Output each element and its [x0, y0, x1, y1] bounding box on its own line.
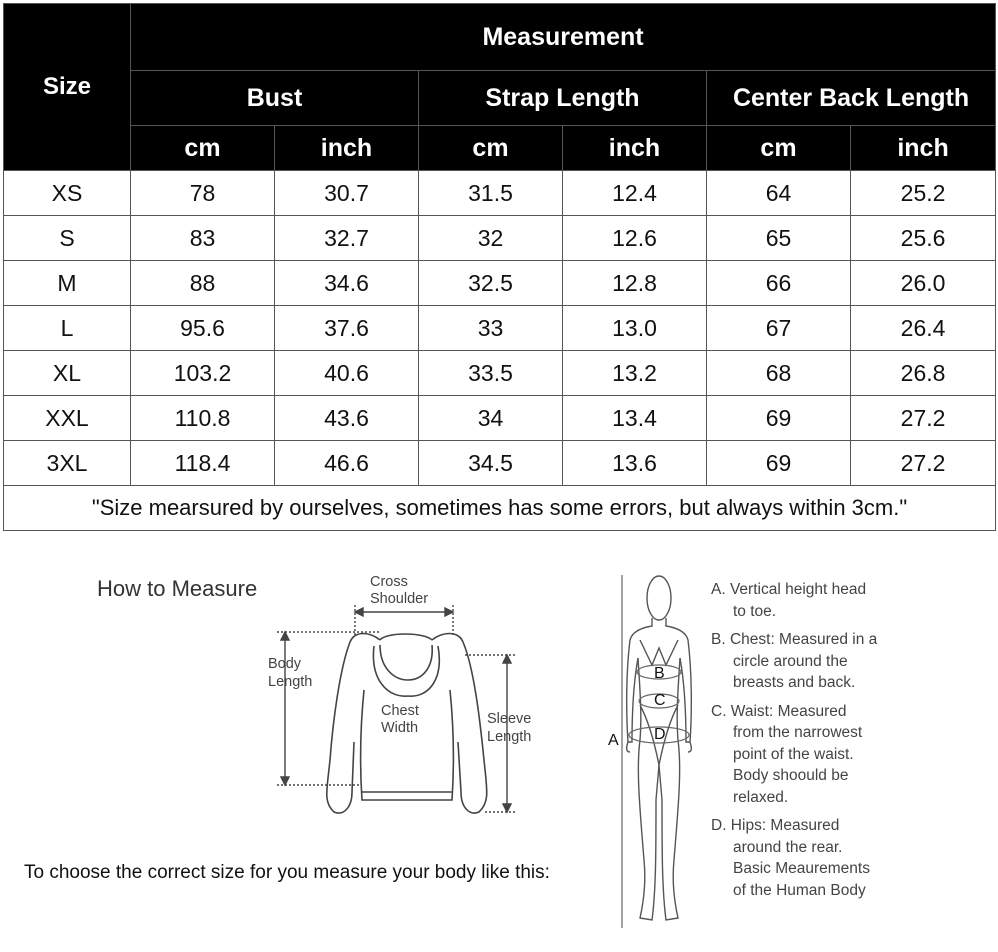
size-cell: L	[4, 306, 131, 351]
legend-line: to toe.	[733, 602, 777, 620]
table-cell: 25.6	[851, 216, 996, 261]
table-cell: 34.5	[419, 441, 563, 486]
table-cell: 34.6	[275, 261, 419, 306]
table-cell: 66	[707, 261, 851, 306]
legend-line: Body shoould be	[733, 767, 849, 784]
measurement-note: "Size mearsured by ourselves, sometimes has some errors, but always within 3cm."	[4, 486, 996, 531]
legend-line: Basic Meaurements	[733, 860, 870, 877]
table-cell: 78	[131, 171, 275, 216]
table-cell: 26.8	[851, 351, 996, 396]
body-outline	[627, 576, 692, 920]
table-cell: 43.6	[275, 396, 419, 441]
unit-header: inch	[851, 126, 996, 171]
table-row	[4, 351, 996, 396]
legend-line: point of the waist.	[733, 745, 854, 763]
table-cell: 46.6	[275, 441, 419, 486]
table-cell: 13.2	[563, 351, 707, 396]
label-a: A	[608, 732, 619, 749]
label-c: C	[654, 692, 666, 709]
unit-header: cm	[419, 126, 563, 171]
table-row	[4, 216, 996, 261]
table-cell: 12.8	[563, 261, 707, 306]
table-cell: 13.0	[563, 306, 707, 351]
size-chart-table	[3, 3, 996, 531]
table-cell: 27.2	[851, 441, 996, 486]
unit-header: inch	[563, 126, 707, 171]
legend-item	[711, 579, 901, 622]
legend-line: circle around the	[733, 652, 848, 670]
legend-item	[711, 701, 901, 809]
table-cell: 31.5	[419, 171, 563, 216]
table-cell: 103.2	[131, 351, 275, 396]
table-cell: 110.8	[131, 396, 275, 441]
table-cell: 68	[707, 351, 851, 396]
sweater-diagram	[262, 568, 562, 828]
label-d: D	[654, 726, 666, 743]
choose-size-instruction: To choose the correct size for you measure your body like this:	[24, 862, 550, 883]
size-header: Size	[4, 4, 131, 171]
legend-line: D. Hips: Measured	[711, 817, 840, 834]
table-cell: 13.4	[563, 396, 707, 441]
size-cell: S	[4, 216, 131, 261]
size-cell: XL	[4, 351, 131, 396]
table-cell: 34	[419, 396, 563, 441]
table-cell: 118.4	[131, 441, 275, 486]
table-cell: 26.0	[851, 261, 996, 306]
table-cell: 32	[419, 216, 563, 261]
table-cell: 12.4	[563, 171, 707, 216]
bust-header: Bust	[131, 71, 419, 126]
legend-item	[711, 815, 901, 901]
table-cell: 69	[707, 396, 851, 441]
table-cell: 32.5	[419, 261, 563, 306]
size-cell: XXL	[4, 396, 131, 441]
table-row	[4, 261, 996, 306]
center-back-length-header: Center Back Length	[707, 71, 996, 126]
sleeve-length-label: Sleeve	[487, 711, 532, 727]
body-length-label: Body	[268, 656, 302, 672]
legend-line: B. Chest: Measured in a	[711, 631, 878, 648]
table-cell: 33	[419, 306, 563, 351]
cross-shoulder-label: Cross	[370, 574, 408, 590]
measurement-header: Measurement	[131, 4, 996, 71]
legend-line: C. Waist: Measured	[711, 702, 847, 720]
legend-line: breasts and back.	[733, 674, 856, 691]
unit-header: cm	[131, 126, 275, 171]
table-cell: 37.6	[275, 306, 419, 351]
body-diagram	[600, 568, 710, 952]
table-cell: 95.6	[131, 306, 275, 351]
legend-line: of the Human Body	[733, 881, 866, 899]
table-cell: 27.2	[851, 396, 996, 441]
legend-line: from the narrowest	[733, 724, 863, 741]
how-to-measure-title: How to Measure	[97, 576, 258, 601]
size-cell: 3XL	[4, 441, 131, 486]
note-row	[4, 486, 996, 531]
table-cell: 40.6	[275, 351, 419, 396]
size-cell: XS	[4, 171, 131, 216]
table-cell: 88	[131, 261, 275, 306]
table-row	[4, 171, 996, 216]
unit-header: cm	[707, 126, 851, 171]
chest-width-label: Width	[381, 720, 419, 736]
chest-width-label: Chest	[381, 703, 419, 719]
table-cell: 69	[707, 441, 851, 486]
table-cell: 67	[707, 306, 851, 351]
legend-line: relaxed.	[733, 788, 789, 806]
table-cell: 83	[131, 216, 275, 261]
table-row	[4, 441, 996, 486]
unit-header: inch	[275, 126, 419, 171]
sleeve-length-label: Length	[487, 729, 532, 745]
table-cell: 12.6	[563, 216, 707, 261]
label-b: B	[654, 665, 665, 682]
table-cell: 25.2	[851, 171, 996, 216]
strap-length-header: Strap Length	[419, 71, 707, 126]
table-row	[4, 306, 996, 351]
table-cell: 13.6	[563, 441, 707, 486]
cross-shoulder-label: Shoulder	[370, 591, 429, 607]
legend-line: A. Vertical height head	[711, 581, 867, 598]
legend-line: around the rear.	[733, 838, 843, 856]
table-cell: 33.5	[419, 351, 563, 396]
table-cell: 32.7	[275, 216, 419, 261]
table-cell: 26.4	[851, 306, 996, 351]
body-length-label: Length	[268, 674, 313, 690]
table-row	[4, 396, 996, 441]
measurement-legend	[711, 579, 901, 908]
table-cell: 30.7	[275, 171, 419, 216]
size-cell: M	[4, 261, 131, 306]
table-cell: 65	[707, 216, 851, 261]
table-cell: 64	[707, 171, 851, 216]
legend-item	[711, 629, 901, 694]
